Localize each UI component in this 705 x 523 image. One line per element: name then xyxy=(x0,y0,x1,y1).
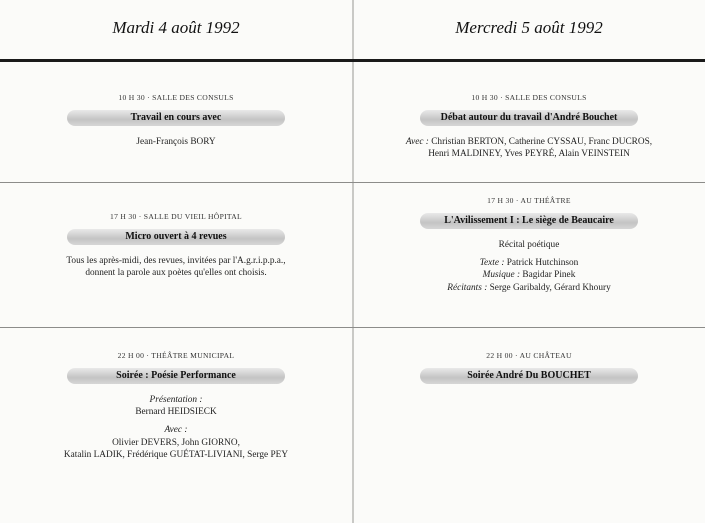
event-block xyxy=(0,212,352,279)
event-title: Soirée : Poésie Performance xyxy=(67,368,285,384)
event-title: Soirée André Du BOUCHET xyxy=(420,368,638,384)
day-heading: Mercredi 5 août 1992 xyxy=(455,18,603,37)
credit-value: Bagidar Pinek xyxy=(522,270,576,281)
event-title: Micro ouvert à 4 revues xyxy=(67,229,285,245)
participants-line: Katalin LADIK, Frédérique GUÉTAT-LIVIANI, Serge PEY xyxy=(63,449,289,460)
event-description: Tous les après-midi, des revues, invitées par l'A.g.r.i.p.p.a., xyxy=(66,256,286,266)
day-heading: Mardi 4 août 1992 xyxy=(112,18,240,37)
credit-line xyxy=(353,282,705,294)
event-time: 10 H 30 · SALLE DES CONSULS xyxy=(118,93,234,102)
presentation-label: Présentation : xyxy=(149,395,203,405)
credit-value: Patrick Hutchinson xyxy=(506,258,579,269)
credit-label: Musique : xyxy=(482,270,521,281)
event-block xyxy=(353,351,705,384)
event-title: Travail en cours avec xyxy=(67,110,285,126)
event-time: 17 H 30 · SALLE DU VIEIL HÔPITAL xyxy=(110,212,242,221)
event-time: 17 H 30 · AU THÉÂTRE xyxy=(487,196,571,205)
event-block xyxy=(353,196,705,294)
event-description: donnent la parole aux poètes qu'elles ont choisis. xyxy=(85,268,267,279)
event-participant: Jean-François BORY xyxy=(136,137,216,147)
avec-label: Avec : xyxy=(405,137,429,147)
participants-line: Henri MALDINEY, Yves PEYRÉ, Alain VEINSTEIN xyxy=(428,149,630,160)
credit-line xyxy=(353,257,705,269)
credit-label: Texte : xyxy=(479,258,505,269)
day-column-wednesday xyxy=(353,0,705,523)
event-block xyxy=(0,93,352,148)
participants-text: Christian BERTON, Catherine CYSSAU, Franc DUCROS, xyxy=(431,137,653,147)
avec-label: Avec : xyxy=(164,425,188,436)
event-time: 10 H 30 · SALLE DES CONSULS xyxy=(471,93,587,102)
participants-line xyxy=(353,136,705,148)
event-title: Débat autour du travail d'André Bouchet xyxy=(420,110,638,126)
event-time: 22 H 00 · AU CHÂTEAU xyxy=(486,351,572,360)
participants-line: Olivier DEVERS, John GIORNO, xyxy=(112,437,240,448)
event-time: 22 H 00 · THÉÂTRE MUNICIPAL xyxy=(117,351,235,360)
event-block xyxy=(0,351,352,461)
presenter-name: Bernard HEIDSIECK xyxy=(135,407,217,418)
credit-label: Récitants : xyxy=(447,282,488,293)
event-title: L'Avilissement I : Le siège de Beaucaire xyxy=(420,213,638,229)
event-block xyxy=(353,93,705,160)
day-column-tuesday xyxy=(0,0,352,523)
event-subtitle: Récital poétique xyxy=(498,240,560,250)
credit-line xyxy=(353,269,705,281)
credit-value: Serge Garibaldy, Gérard Khoury xyxy=(489,282,611,293)
